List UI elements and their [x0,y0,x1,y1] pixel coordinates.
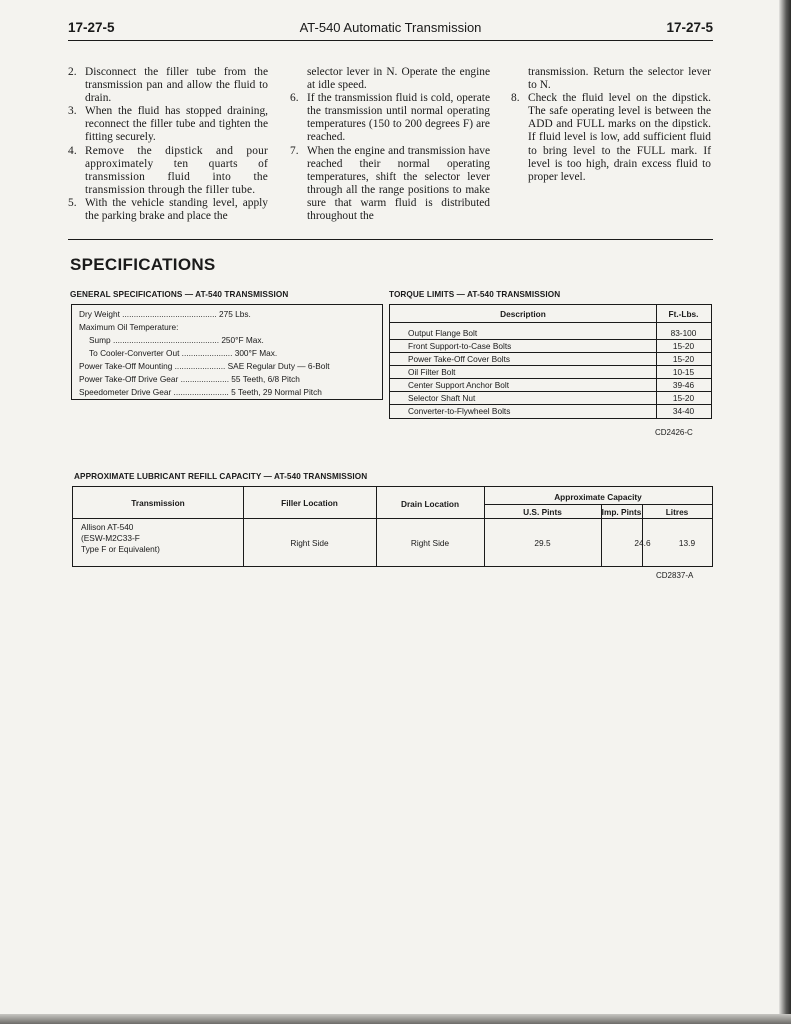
torque-description: Oil Filter Bolt [408,367,456,377]
capacity-drain-value: Right Side [410,538,450,548]
step-text: Check the fluid level on the dipstick. The safe operating level is between the ADD and FULL marks on the dipstick. If fluid level is low, add sufficient fluid to bring level to the FULL mark. If level is too high, drain excess fluid to proper level. [528,92,711,183]
torque-description: Power Take-Off Cover Bolts [408,354,511,364]
torque-value: 15-20 [672,341,695,351]
table-row [390,340,711,353]
step-number: 8. [511,92,520,105]
step-number: 3. [68,105,77,118]
capacity-col-imp-pints: Imp. Pints [601,507,642,517]
torque-col-description: Description [500,309,546,319]
capacity-litres-value: 13.9 [678,538,696,548]
torque-figure-code: CD2426-C [655,428,693,437]
capacity-figure-code: CD2837-A [656,571,694,580]
torque-value: 34-40 [672,406,695,416]
torque-value: 10-15 [672,367,695,377]
capacity-col-transmission: Transmission [131,498,185,508]
table-row [390,366,711,379]
capacity-subheader-line [484,504,712,505]
capacity-us-value: 29.5 [534,538,551,548]
capacity-transmission-cell [81,522,160,555]
capacity-col-litres: Litres [665,507,689,517]
general-row: Power Take-Off Drive Gear ..................... 55 Teeth, 6/8 Pitch [79,374,300,384]
table-row [390,405,711,417]
capacity-header-line [73,518,712,519]
torque-limits-heading: TORQUE LIMITS — AT-540 TRANSMISSION [389,290,561,299]
step-text: When the fluid has stopped draining, reconnect the filler tube and tighten the fitting securely. [85,105,268,144]
general-row: To Cooler-Converter Out ...................... 300°F Max. [89,348,278,358]
table-row [390,379,711,392]
step-number: 4. [68,144,77,157]
transmission-line: Allison AT-540 [81,522,134,532]
step-3 [68,105,268,144]
capacity-filler-value: Right Side [290,538,329,548]
torque-description: Converter-to-Flywheel Bolts [408,406,511,416]
transmission-line: Type F or Equivalent) [81,544,160,554]
torque-value: 15-20 [672,393,695,403]
page-title: AT-540 Automatic Transmission [299,20,482,35]
table-row [390,392,711,405]
general-row: Dry Weight ......................................... 275 Lbs. [79,309,251,319]
text-column-1 [68,66,268,223]
text-column-3 [511,66,711,184]
general-specifications-heading: GENERAL SPECIFICATIONS — AT-540 TRANSMISSION [70,290,289,299]
torque-description: Output Flange Bolt [408,328,478,338]
text-column-2 [290,66,490,223]
capacity-col-filler: Filler Location [281,498,338,508]
general-row: Sump .............................................. 250°F Max. [89,335,264,345]
transmission-line: (ESW-M2C33-F [81,533,140,543]
page-header [68,18,713,41]
step-6 [290,92,490,144]
torque-col-ftlbs: Ft.-Lbs. [668,309,699,319]
capacity-col-approximate: Approximate Capacity [554,492,642,502]
torque-description: Center Support Anchor Bolt [408,380,510,390]
torque-limits-table [389,304,712,419]
refill-capacity-table [72,486,713,567]
specifications-title: SPECIFICATIONS [70,255,216,274]
capacity-imp-value: 24.6 [634,538,651,548]
step-5 [68,197,268,223]
capacity-heading: APPROXIMATE LUBRICANT REFILL CAPACITY — AT-540 TRANSMISSION [74,472,368,481]
page-number-right: 17-27-5 [666,20,713,35]
table-row [390,327,711,340]
general-row: Speedometer Drive Gear ........................ 5 Teeth, 29 Normal Pitch [79,387,322,397]
step-5-continued: selector lever in N. Operate the engine at idle speed. [307,66,490,92]
step-8 [511,92,711,184]
torque-description: Selector Shaft Nut [408,393,476,403]
step-7 [290,145,490,224]
page-bottom-edge [0,1014,791,1024]
step-number: 2. [68,66,77,78]
capacity-col-us-pints: U.S. Pints [523,507,562,517]
torque-table-header [390,305,711,323]
general-specifications-box [71,304,383,400]
step-text: If the transmission fluid is cold, operate the transmission until normal operating temperatures (150 to 200 degrees F) are reached. [307,92,490,144]
step-number: 7. [290,144,299,157]
step-text: Remove the dipstick and pour approximately ten quarts of transmission fluid into the transmission through the filler tube. [85,144,268,196]
step-7-continued: transmission. Return the selector lever to N. [528,66,711,92]
torque-value: 15-20 [672,354,695,364]
step-4 [68,145,268,197]
step-2 [68,66,268,105]
torque-value: 39-46 [672,380,695,390]
step-text: Disconnect the filler tube from the transmission pan and allow the fluid to drain. [85,66,268,105]
section-divider [68,239,713,240]
step-number: 5. [68,196,77,209]
step-text: When the engine and transmission have reached their normal operating temperatures, shift the selector lever through all the range positions to make sure that warm fluid is distributed throughout the [307,144,490,223]
general-row: Power Take-Off Mounting ...................... SAE Regular Duty — 6-Bolt [79,361,330,371]
torque-column-divider [656,305,657,418]
page-number-left: 17-27-5 [68,20,115,35]
torque-description: Front Support-to-Case Bolts [408,341,512,351]
page-shadow-edge [779,0,791,1024]
torque-value: 83-100 [670,328,697,338]
step-text: With the vehicle standing level, apply the parking brake and place the [85,196,268,223]
capacity-col-drain: Drain Location [400,499,460,509]
table-row [390,353,711,366]
step-number: 6. [290,92,299,105]
general-row: Maximum Oil Temperature: [79,322,179,332]
